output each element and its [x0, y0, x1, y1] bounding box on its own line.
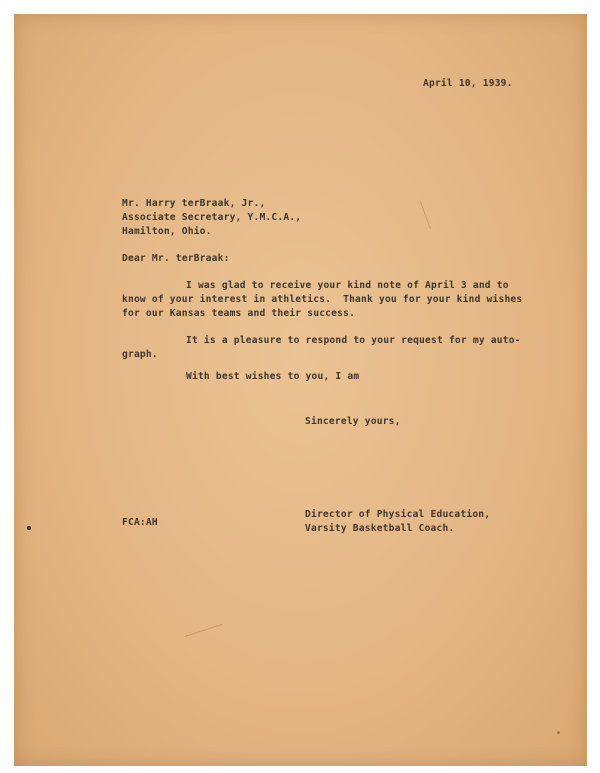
paragraph-1-line-1: I was glad to receive your kind note of April 3 and to [186, 280, 509, 291]
closing: Sincerely yours, [305, 416, 401, 427]
initials: FCA:AH [122, 517, 158, 528]
letter-date: April 10, 1939. [423, 78, 513, 89]
ink-dot [557, 731, 560, 734]
salutation: Dear Mr. terBraak: [122, 253, 230, 264]
paragraph-2-line-2: graph. [122, 349, 158, 360]
paragraph-1-line-3: for our Kansas teams and their success. [122, 308, 356, 319]
paragraph-2-line-1: It is a pleasure to respond to your request for my auto- [186, 335, 521, 346]
recipient-title: Associate Secretary, Y.M.C.A., [122, 212, 302, 223]
signature-line-1: Director of Physical Education, [305, 509, 491, 520]
paragraph-3: With best wishes to you, I am [186, 371, 360, 382]
letter-page [14, 14, 587, 766]
recipient-name: Mr. Harry terBraak, Jr., [122, 198, 266, 209]
signature-line-2: Varsity Basketball Coach. [305, 523, 455, 534]
ink-dot [27, 526, 31, 530]
recipient-city: Hamilton, Ohio. [122, 226, 212, 237]
paragraph-1-line-2: know of your interest in athletics. Thank you for your kind wishes [122, 294, 523, 305]
